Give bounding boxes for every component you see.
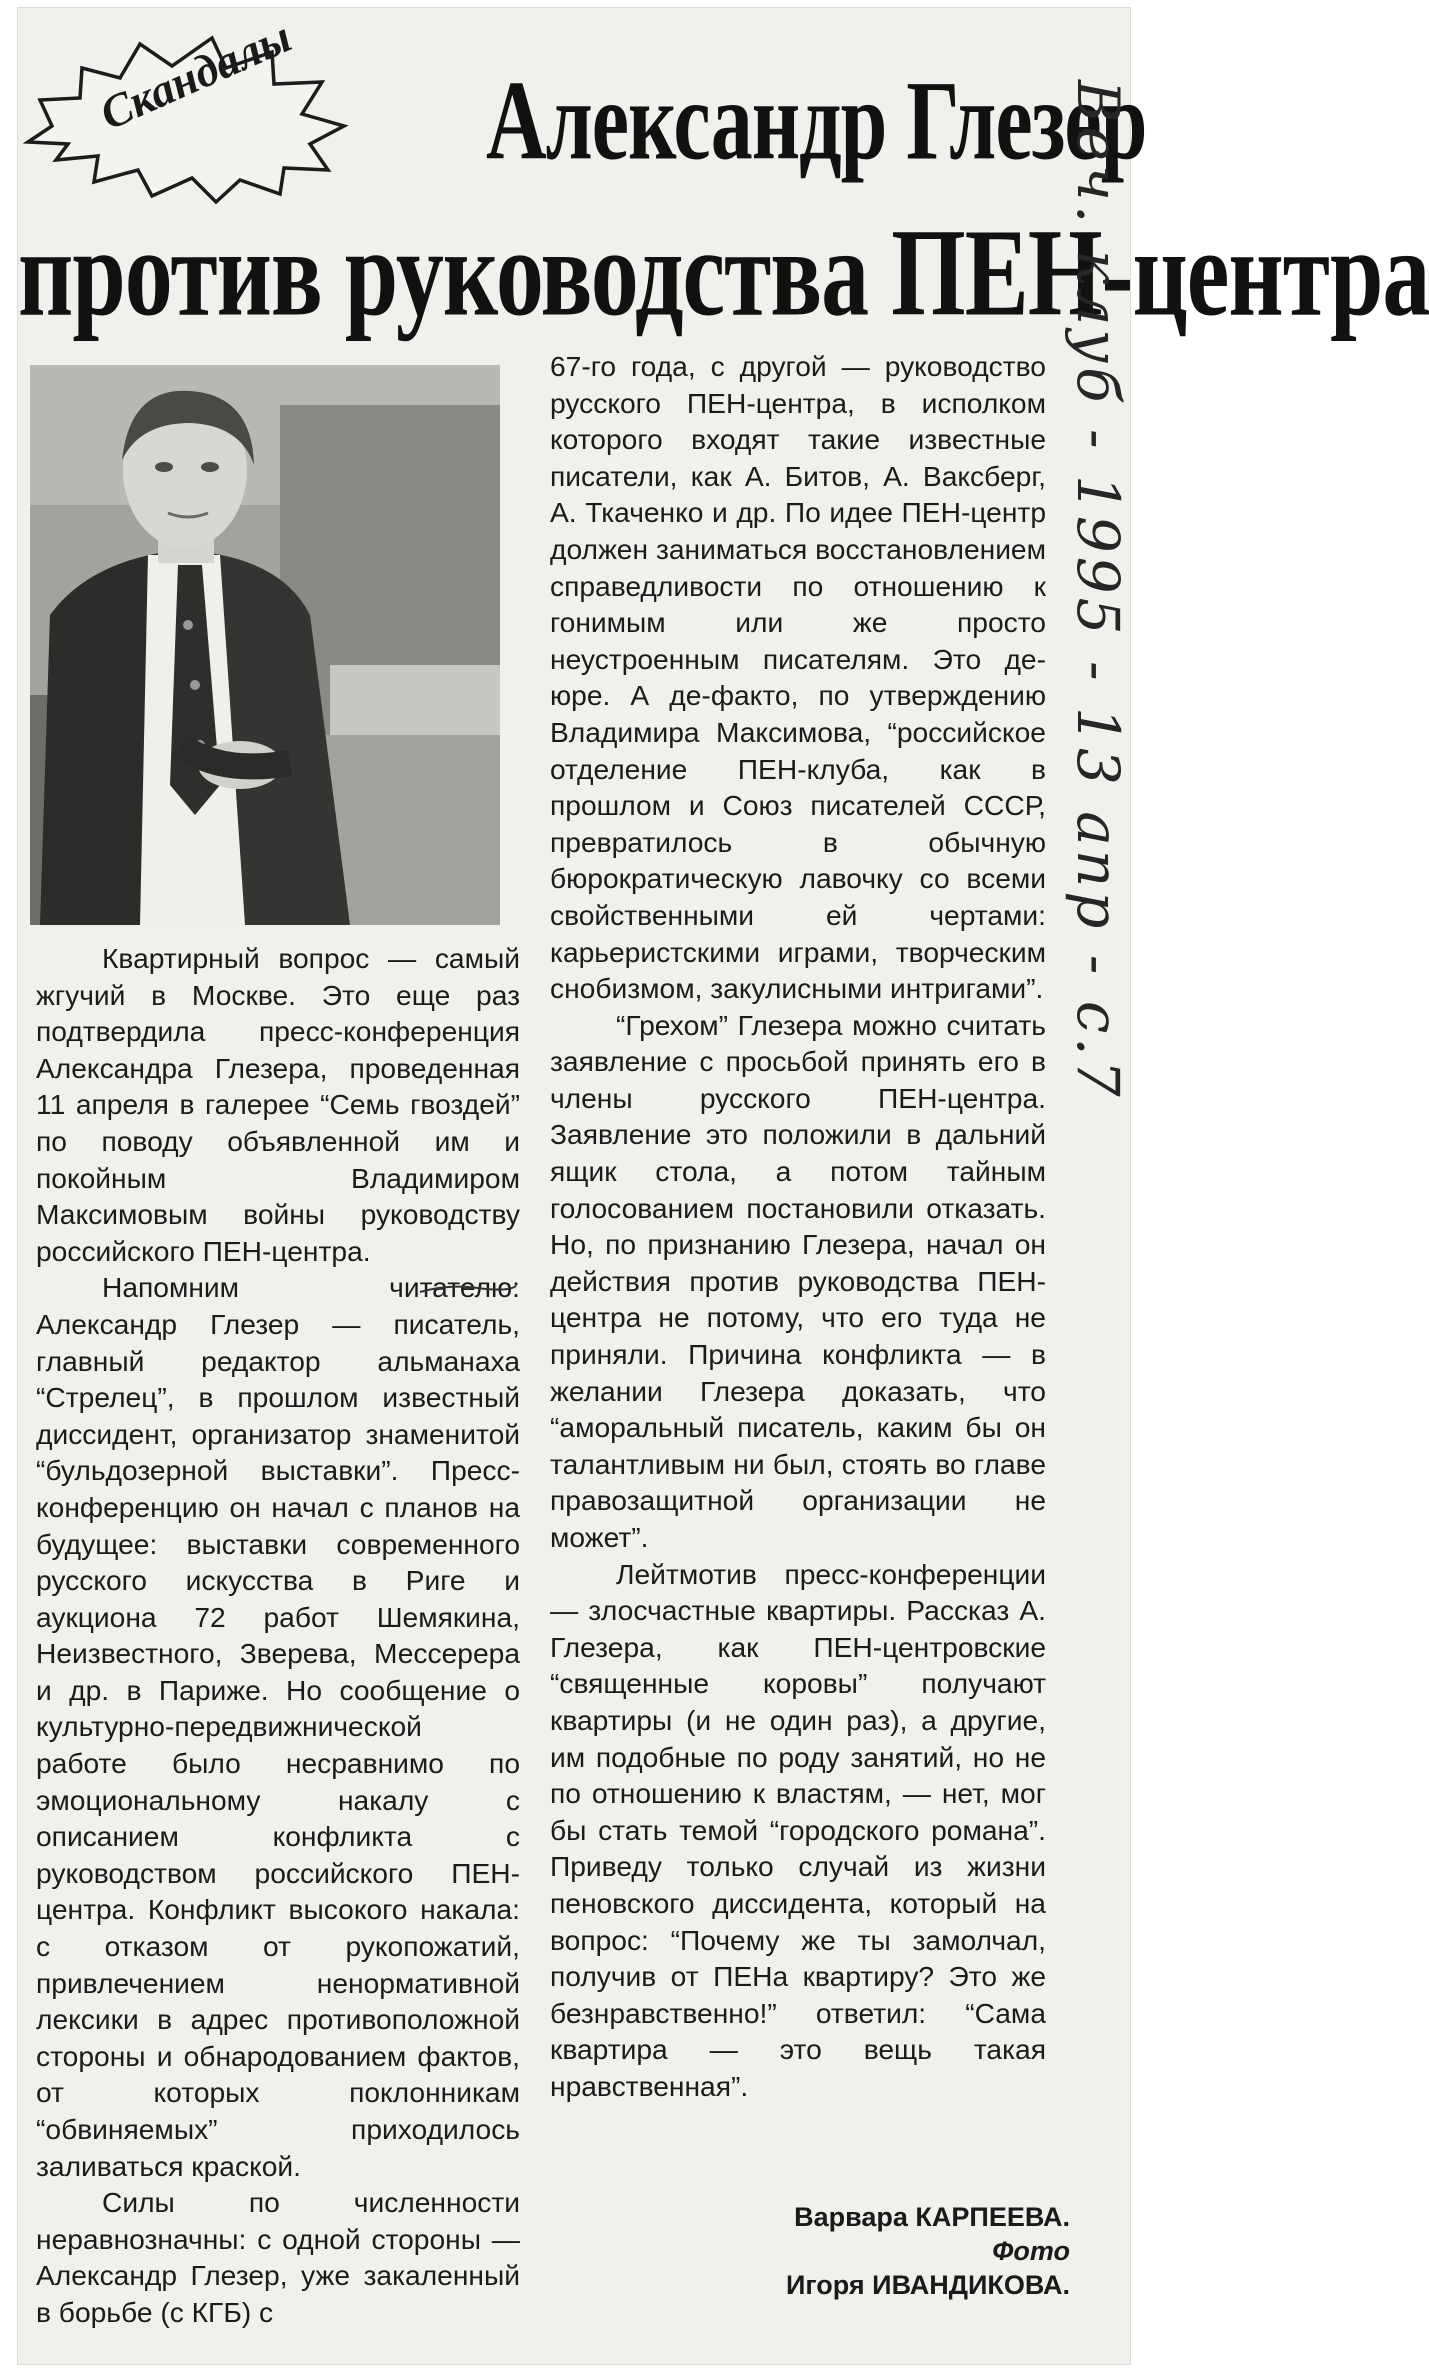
right-paragraph-2: “Грехом” Глезера можно считать заявление с просьбой принять его в члены русского ПЕН-центра. Заявление это положили в дальний ящик стола, а потом тайным голосованием постановили отказать. Но, по признанию Глезера, начал он действия против руководства ПЕН-центра не потому, что его туда не приняли. Причина конфликта — в желании Глезера доказать, что “аморальный писатель, каким бы он талантливым ни был, стоять во главе правозащитной организации не может”. bbox=[550, 1008, 1046, 1553]
left-paragraph-1: Квартирный вопрос — самый жгучий в Москве. Это еще раз подтвердила пресс-конференция Александра Глезера, проведенная 11 апреля в галерее “Семь гвоздей” по поводу объявленной им и покойным Владимиром Максимовым войны руководству российского ПЕН-центра. bbox=[36, 942, 520, 1267]
author-name: Варвара КАРПЕЕВА. bbox=[794, 2202, 1070, 2232]
right-paragraph-1: 67-го года, с другой — руководство русского ПЕН-центра, в исполком которого входят такие известные писатели, как А. Битов, А. Ваксберг, А. Ткаченко и др. По идее ПЕН-центр должен заниматься восстановлением справедливости по отношению к гонимым или же просто неустроенным писателям. Это де-юре. А де-факто, по утверждению Владимира Максимова, “российское отделение ПЕН-клуба, как в прошлом и Союз писателей СССР, превратилось в обычную бюрократическую лавочку со всеми свойственными ей чертами: карьеристскими играми, творческим снобизмом, закулисными интригами”. bbox=[550, 350, 1046, 1005]
left-text-column bbox=[36, 940, 520, 2331]
pen-underline-mark bbox=[418, 1278, 518, 1298]
headline-line-2: против руководства ПЕН-центра bbox=[18, 202, 1429, 342]
left-paragraph-2: Напомним читателю: Александр Глезер — писатель, главный редактор альманаха “Стрелец”, в прошлом известный диссидент, организатор знаменитой “бульдозерной выставки”. Пресс-конференцию он начал с планов на будущее: выставки современного русского искусства в Риге и аукциона 72 работ Шемякина, Неизвестного, Зверева, Мессерера и др. в Париже. Но сообщение о культурно-передвижнической работе было несравнимо по эмоциональному накалу с описанием конфликта с руководством российского ПЕН-центра. Конфликт высокого накала: с отказом от рукопожатий, привлечением ненормативной лексики в адрес противоположной стороны и обнародованием фактов, от которых поклонникам “обвиняемых” приходилось заливаться краской. bbox=[36, 1271, 520, 2182]
photographer-name: Игоря ИВАНДИКОВА. bbox=[785, 2270, 1070, 2300]
rubric-badge bbox=[22, 10, 352, 205]
handwritten-margin-note bbox=[1062, 80, 1152, 1400]
handwritten-note-text: Веч. клуб - 1995 - 13 апр - с.7 bbox=[1064, 80, 1132, 1101]
right-text-column bbox=[550, 348, 1046, 2105]
byline bbox=[786, 2200, 1070, 2302]
right-paragraph-3: Лейтмотив пресс-конференции — злосчастные квартиры. Рассказ А. Глезера, как ПЕН-центровские “священные коровы” получают квартиры (и не один раз), а другие, им подобные по роду занятий, но не по отношению к властям, — нет, мог бы стать темой “городского романа”. Приведу только случай из жизни пеновского диссидента, который на вопрос: “Почему же ты замолчал, получив от ПЕНа квартиру? Это же безнравственно!” ответил: “Сама квартира — это вещь такая нравственная”. bbox=[550, 1557, 1046, 2102]
headline-line-1: Александр Глезер bbox=[486, 58, 1147, 185]
portrait-photo bbox=[30, 365, 500, 925]
rubric-label: Скандалы bbox=[92, 10, 299, 140]
portrait-illustration bbox=[30, 365, 500, 925]
photo-label: Фото bbox=[992, 2236, 1070, 2266]
left-paragraph-3: Силы по численности неравнозначны: с одной стороны — Александр Глезер, уже закаленный в борьбе (с КГБ) с bbox=[36, 2186, 520, 2328]
